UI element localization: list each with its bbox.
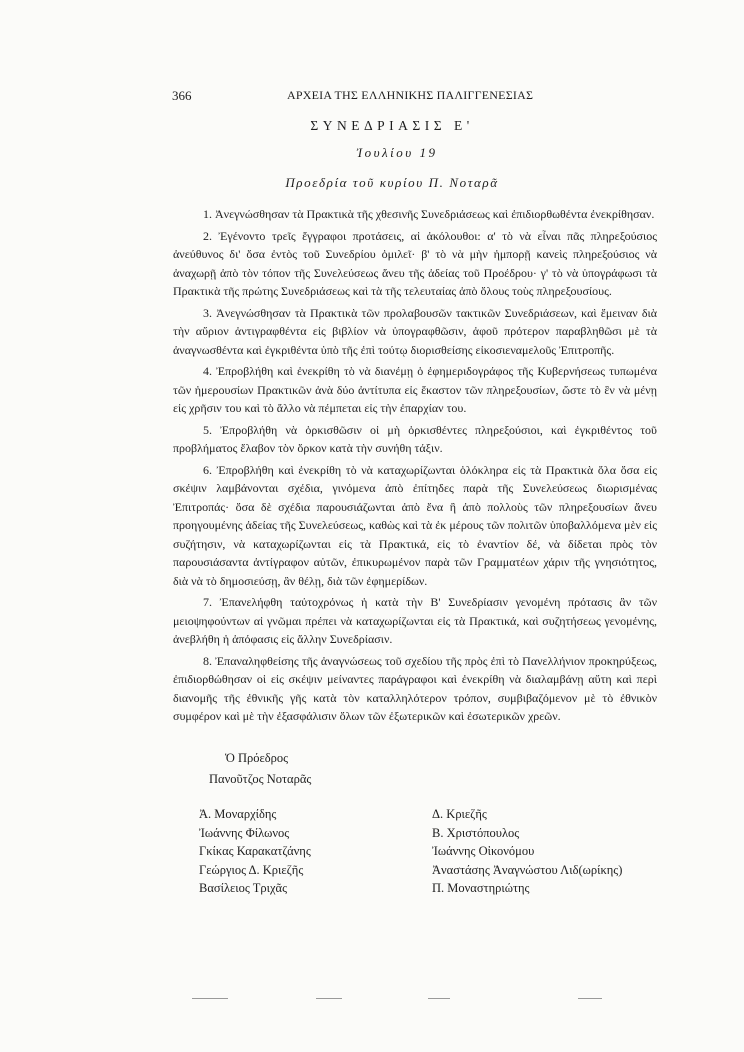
signatories-right — [432, 805, 622, 898]
president-name: Πανοῦτζος Νοταρᾶς — [209, 772, 312, 786]
signatories-left — [199, 805, 311, 898]
paragraph-7: 7. Ἐπανελήφθη ταὐτοχρόνως ἡ κατὰ τὴν Β' Συνεδρίασιν γενομένη πρότασις ἂν τῶν μειοψηφούντων αἱ γνῶμαι πρέπει νὰ καταχωρίζωνται εἰς τὰ Πρακτικά, καὶ συζητήσεως γενομένης, ἀνεβλήθη ἡ ἀπόφασις εἰς ἄλλην Συνεδρίασιν. — [173, 595, 657, 646]
signatory-name: Ἰωάννης Οἰκονόμου — [432, 844, 535, 858]
minutes-body — [173, 205, 657, 729]
paragraph-4: 4. Ἐπροβλήθη καὶ ἐνεκρίθη τὸ νὰ διανέμῃ ὁ ἐφημεριδογράφος τῆς Κυβερνήσεως τυπωμένα τῶν ἡμερουσίων Πρακτικῶν ἀνὰ δύο ἀντίτυπα εἰς ἕκαστον τῶν πληρεξουσίων, ὥστε τὸ ἓν νὰ μένῃ εἰς χρῆσιν του καὶ τὸ ἄλλο νὰ πέμπεται εἰς τὴν ἐπαρχίαν του. — [173, 364, 657, 415]
footer-divider — [192, 998, 228, 999]
paragraph-6: 6. Ἐπροβλήθη καὶ ἐνεκρίθη τὸ νὰ καταχωρίζωνται ὁλόκληρα εἰς τὰ Πρακτικὰ ὅλα ὅσα εἰς σκέψιν λαμβάνονται σχέδια, γινόμενα ἀπὸ ἐπίτηδες παρὰ τῆς Συνελεύσεως διωρισμένας Ἐπιτροπάς· ὅσα δὲ σχέδια παρουσιάζωνται ἀπὸ ἕνα ἢ ἀπὸ πολλοὺς τῶν πληρεξουσίων ἄνευ προηγουμένης ἀδείας τῆς Συνελεύσεως, καθὼς καὶ τὰ ἐκ μέρους τῶν πολιτῶν ὑποβαλλόμενα μὲν εἰς συζήτησιν, νὰ καταχωρίζωνται εἰς τὰ Πρακτικά, εἰς τὸ ἐναντίον δέ, νὰ δίδεται πρὸς τὸν παρουσιάσαντα ἀντίγραφον αὐτῶν, ἐπικυρωμένον παρὰ τῶν Γραμματέων χάριν τῆς γνησιότητος, διὰ νὰ τὸ δημοσιεύσῃ, ἂν θέλῃ, διὰ τῶν ἐφημερίδων. — [173, 462, 657, 588]
signatory-name: Ἀναστάσης Ἀναγνώστου Λιδ(ωρίκης) — [432, 862, 623, 877]
page-number: 366 — [172, 88, 192, 103]
signatory-name: Β. Χριστόπουλος — [432, 825, 520, 840]
footer-divider — [578, 998, 602, 999]
presidency-line: Προεδρία τοῦ κυρίου Π. Νοταρᾶ — [285, 175, 499, 190]
signatory-name: Γκίκας Καρακατζάνης — [199, 844, 311, 858]
paragraph-8: 8. Ἐπαναληφθείσης τῆς ἀναγνώσεως τοῦ σχεδίου τῆς πρὸς ἐπὶ τὸ Πανελλήνιον προκηρύξεως, ἐπιδιορθώθησαν οἱ εἰς σκέψιν μείναντες παράγραφοι καὶ ἐνεκρίθη νὰ διαλαμβάνῃ αὕτη καὶ περὶ διανομῆς τῆς ἐθνικῆς γῆς κατὰ τὸν καταλληλότερον τρόπον, συμβιβαζόμενον μὲ τὸ ἐθνικὸν συμφέρον καὶ μὲ τὴν ἐξασφάλισιν ὅλων τῶν ἐξωτερικῶν καὶ ἐσωτερικῶν χρεῶν. — [173, 653, 657, 723]
paragraph-3: 3. Ἀνεγνώσθησαν τὰ Πρακτικὰ τῶν προλαβουσῶν τακτικῶν Συνεδριάσεων, καὶ ἔμειναν διὰ τὴν αὔριον ἀντιγραφθέντα εἰς βιβλίον νὰ ὑπογραφθῶσιν, ἀφοῦ πρότερον παραβληθῶσι μὲ τὰ ἀναγνωσθέντα καὶ ἐγκριθέντα ὑπὸ τῆς ἐπὶ τούτῳ διορισθείσης εἰκοσιεναμελοῦς Ἐπιτροπῆς. — [173, 305, 657, 357]
signatory-name: Βασίλειος Τριχᾶς — [199, 881, 288, 895]
session-title: ΣΥΝΕΔΡΙΑΣΙΣ Ε' — [310, 118, 474, 133]
paragraph-1: 1. Ἀνεγνώσθησαν τὰ Πρακτικὰ τῆς χθεσινῆς Συνεδριάσεως καὶ ἐπιδιορθωθέντα ἐνεκρίθησαν. — [203, 207, 655, 221]
signatory-name: Γεώργιος Δ. Κριεζῆς — [199, 862, 304, 877]
footer-divider — [428, 998, 450, 999]
footer-divider — [316, 998, 342, 999]
signatory-name: Π. Μοναστηριώτης — [432, 881, 530, 895]
paragraph-2: 2. Ἐγένοντο τρεῖς ἔγγραφοι προτάσεις, αἱ ἀκόλουθοι: α' τὸ νὰ εἶναι πᾶς πληρεξούσιος ἀνεύθυνος δι' ὅσα ἐντὸς τοῦ Συνεδρίου ὁμιλεῖ· β' τὸ νὰ μὴν ἠμπορῇ κανεὶς πληρεξούσιος νὰ ἀναχωρῇ ἀπὸ τὸν τόπον τῆς Συνελεύσεως ἄνευ τῆς ἀδείας τοῦ Προέδρου· γ' τὸ νὰ ὑπογράφωσι τὰ Πρακτικὰ τῆς πρώτης Συνεδριάσεως καὶ τὰ τῆς τελευταίας ἀπὸ ὅλους τοὺς πληρεξουσίους. — [173, 228, 657, 298]
paragraph-5: 5. Ἐπροβλήθη νὰ ὁρκισθῶσιν οἱ μὴ ὁρκισθέντες πληρεξούσιοι, καὶ ἐγκριθέντος τοῦ προβλήματος ἔλαβον τὸν ὅρκον κατὰ τὴν συνήθη τάξιν. — [173, 422, 657, 455]
signatory-name: Ἀ. Μοναρχίδης — [199, 807, 277, 821]
running-header: ΑΡΧΕΙΑ ΤΗΣ ΕΛΛΗΝΙΚΗΣ ΠΑΛΙΓΓΕΝΕΣΙΑΣ — [287, 88, 534, 102]
signatory-name: Δ. Κριεζῆς — [432, 807, 487, 821]
signatory-name: Ἰωάννης Φίλωνος — [199, 825, 290, 840]
president-role: Ὁ Πρόεδρος — [225, 751, 289, 765]
session-date: Ἰουλίου 19 — [356, 145, 438, 160]
